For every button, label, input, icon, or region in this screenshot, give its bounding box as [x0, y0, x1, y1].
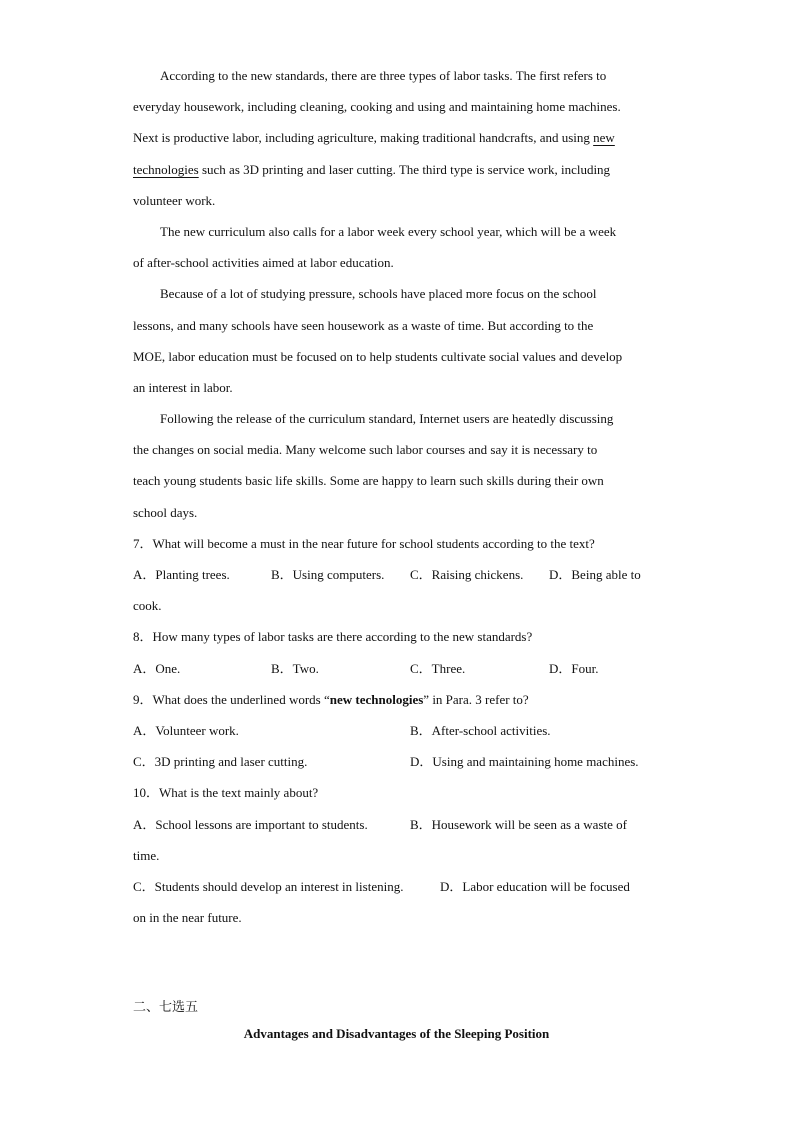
passage-paragraph-3 [133, 278, 660, 403]
question-9 [133, 684, 660, 778]
text-span: ” in Para. 3 refer to? [423, 691, 529, 707]
spacer [133, 933, 660, 995]
options-row [133, 559, 660, 590]
option-d-continued: cook. [133, 598, 162, 614]
option-a: A．One. [133, 660, 181, 676]
underlined-phrase: technologies [133, 161, 199, 177]
text-line: teach young students basic life skills. Some are happy to learn such skills during their own [133, 473, 604, 489]
option-b-continued: time. [133, 847, 160, 863]
option-d: D．Being able to [549, 567, 641, 582]
text-line [133, 122, 660, 153]
option-a: A．Planting trees. [133, 567, 230, 582]
passage-paragraph-2 [133, 216, 660, 278]
text-line: MOE, labor education must be focused on to help students cultivate social values and develop [133, 348, 623, 364]
text-line: According to the new standards, there are three types of labor tasks. The first refers to [160, 68, 607, 83]
text-line: an interest in labor. [133, 379, 233, 395]
options-row [133, 871, 660, 902]
options-row [133, 715, 660, 746]
text-line [133, 154, 660, 185]
option-d-continued: on in the near future. [133, 910, 242, 926]
text-line: lessons, and many schools have seen housework as a waste of time. But according to the [133, 317, 594, 333]
section-heading: 二、七选五 [133, 1000, 199, 1016]
option-b: B．Two. [271, 660, 319, 676]
underlined-phrase: new [593, 130, 615, 146]
options-row [133, 746, 660, 777]
text-line: of after-school activities aimed at labor education. [133, 255, 394, 271]
document-page [133, 60, 660, 1047]
option-d: D．Four. [549, 660, 599, 676]
text-line: Following the release of the curriculum standard, Internet users are heatedly discussing [160, 411, 614, 427]
question-stem [133, 684, 660, 715]
section-title: Advantages and Disadvantages of the Sleeping Position [243, 1026, 550, 1042]
question-stem: 7．What will become a must in the near future for school students according to the text? [133, 535, 595, 551]
question-10 [133, 777, 660, 933]
text-line: Because of a lot of studying pressure, schools have placed more focus on the school [160, 286, 597, 302]
option-c: C．Three. [410, 660, 466, 676]
option-b: B．Housework will be seen as a waste of [410, 816, 627, 832]
text-line: school days. [133, 504, 198, 520]
option-a: A．School lessons are important to students. [133, 816, 368, 832]
option-c: C．Raising chickens. [410, 567, 524, 582]
question-stem: 10．What is the text mainly about? [133, 785, 319, 801]
text-line: everyday housework, including cleaning, cooking and using and maintaining home machines. [133, 99, 621, 115]
passage-paragraph-4 [133, 403, 660, 528]
text-span: Next is productive labor, including agriculture, making traditional handcrafts, and using [133, 130, 590, 146]
option-a: A．Volunteer work. [133, 722, 239, 738]
text-line: The new curriculum also calls for a labor week every school year, which will be a week [160, 223, 617, 239]
option-b: B．After-school activities. [410, 722, 551, 738]
question-8 [133, 621, 660, 683]
passage-paragraph-1 [133, 60, 660, 216]
bold-phrase: new technologies [329, 691, 424, 707]
option-c: C．Students should develop an interest in listening. [133, 878, 404, 894]
question-stem: 8．How many types of labor tasks are there according to the new standards? [133, 629, 533, 645]
question-7 [133, 528, 660, 622]
text-line: volunteer work. [133, 192, 216, 208]
options-row [133, 809, 660, 840]
text-span: 9．What does the underlined words “ [133, 691, 330, 707]
option-d: D．Labor education will be focused [440, 878, 630, 894]
options-row [133, 653, 660, 684]
text-span: such as 3D printing and laser cutting. The third type is service work, including [198, 161, 611, 177]
text-line: the changes on social media. Many welcome such labor courses and say it is necessary to [133, 442, 598, 458]
option-d: D．Using and maintaining home machines. [410, 754, 639, 770]
option-b: B．Using computers. [271, 567, 385, 582]
option-c: C．3D printing and laser cutting. [133, 754, 308, 770]
